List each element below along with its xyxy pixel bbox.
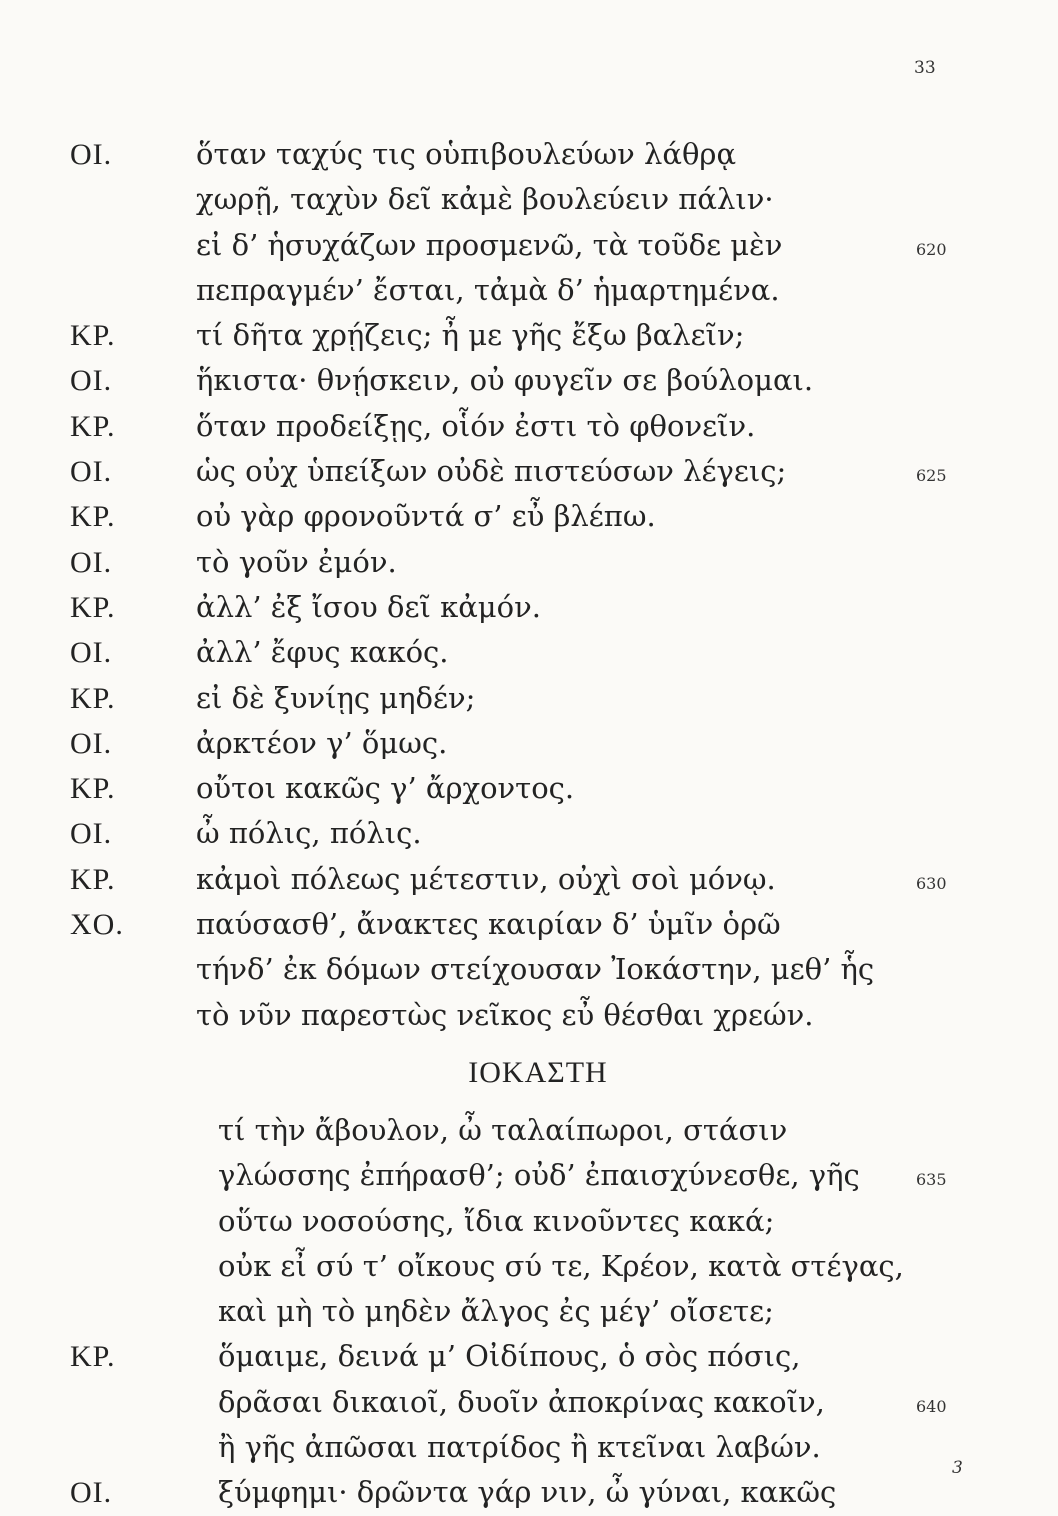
verse-line [0, 177, 1058, 222]
verse-line [0, 540, 1058, 585]
verse-line [0, 857, 1058, 902]
verse-line [0, 1425, 1058, 1470]
verse-line [0, 1108, 1058, 1153]
line-number: 625 [916, 466, 947, 486]
verse-text-line: οὐ γὰρ φρονοῦντά σ’ εὖ βλέπω. [196, 499, 656, 534]
verse-line [0, 223, 1058, 268]
verse-line [0, 585, 1058, 630]
verse-text-line: εἰ δὲ ξυνίῃς μηδέν; [196, 680, 476, 715]
verse-text-line: γλώσσης ἐπήρασθ’; οὐδ’ ἐπαισχύνεσθε, γῆς [218, 1158, 860, 1193]
verse-line [0, 494, 1058, 539]
verse-text-line: τί τὴν ἄβουλον, ὦ ταλαίπωροι, στάσιν [218, 1112, 788, 1147]
printer-signature: 3 [952, 1458, 963, 1478]
verse-text-line: κἀμοὶ πόλεως μέτεστιν, οὐχὶ σοὶ μόνῳ. [196, 861, 776, 896]
verse-text-line: εἰ δ’ ἡσυχάζων προσμενῶ, τὰ τοῦδε μὲν [196, 227, 783, 262]
line-number: 635 [916, 1170, 947, 1190]
verse-text-line: οὕτω νοσούσης, ἴδια κινοῦντες κακά; [218, 1203, 775, 1238]
verse-text-line: πεπραγμέν’ ἔσται, τἀμὰ δ’ ἡμαρτημένα. [196, 272, 780, 307]
verse-block-before-heading [0, 132, 1058, 1038]
verse-line [0, 268, 1058, 313]
verse-text [0, 132, 1058, 1516]
verse-text-line: ὦ πόλις, πόλις. [196, 816, 422, 851]
verse-line [0, 1289, 1058, 1334]
line-number: 630 [916, 873, 947, 893]
verse-line [0, 358, 1058, 403]
line-number: 640 [916, 1396, 947, 1416]
speaker-label: ΚΡ. [70, 590, 116, 624]
verse-text-line: τὸ νῦν παρεστὼς νεῖκος εὖ θέσθαι χρεών. [196, 997, 814, 1032]
verse-text-line: καὶ μὴ τὸ μηδὲν ἄλγος ἐς μέγ’ οἴσετε; [218, 1294, 774, 1329]
speaker-label: ΚΡ. [70, 409, 116, 443]
verse-line [0, 313, 1058, 358]
section-heading: ΙΟΚΑΣΤΗ [468, 1055, 608, 1089]
verse-line [0, 132, 1058, 177]
verse-text-line: οὔτοι κακῶς γ’ ἄρχοντος. [196, 771, 575, 806]
verse-text-line: ὡς οὐχ ὑπείξων οὐδὲ πιστεύσων λέγεις; [196, 454, 787, 489]
verse-block-after-heading [0, 1108, 1058, 1516]
verse-line [0, 449, 1058, 494]
verse-line [0, 676, 1058, 721]
speaker-label: ΧΟ. [70, 908, 124, 942]
verse-text-line: ἀλλ’ ἔφυς κακός. [196, 635, 449, 670]
verse-line [0, 947, 1058, 992]
verse-text-line: τήνδ’ ἐκ δόμων στείχουσαν Ἰοκάστην, μεθ’ ἧς [196, 952, 875, 987]
verse-line [0, 1199, 1058, 1244]
speaker-label: ΚΡ. [70, 319, 116, 353]
speaker-label: ΟΙ. [70, 455, 113, 489]
verse-text-line: τί δῆτα χρῄζεις; ἦ με γῆς ἔξω βαλεῖν; [196, 318, 745, 353]
verse-line [0, 1380, 1058, 1425]
verse-line [0, 404, 1058, 449]
speaker-label: ΚΡ. [70, 500, 116, 534]
verse-text-line: δρᾶσαι δικαιοῖ, δυοῖν ἀποκρίνας κακοῖν, [218, 1384, 825, 1419]
speaker-label: ΟΙ. [70, 1476, 113, 1510]
verse-line [0, 993, 1058, 1038]
verse-text-line: παύσασθ’, ἄνακτες καιρίαν δ’ ὑμῖν ὁρῶ [196, 907, 781, 942]
verse-line [0, 902, 1058, 947]
verse-line [0, 1334, 1058, 1379]
speaker-label: ΟΙ. [70, 726, 113, 760]
speaker-label: ΟΙ. [70, 138, 113, 171]
speaker-label: ΟΙ. [70, 817, 113, 851]
speaker-label: ΚΡ. [70, 772, 116, 806]
speaker-label: ΟΙ. [70, 636, 113, 670]
verse-text-line: ὅμαιμε, δεινά μ’ Οἰδίπους, ὁ σὸς πόσις, [218, 1339, 801, 1374]
verse-text-line: χωρῇ, ταχὺν δεῖ κἀμὲ βουλεύειν πάλιν· [196, 182, 774, 217]
speaker-label: ΚΡ. [70, 862, 116, 896]
verse-text-line: ἀλλ’ ἐξ ἴσου δεῖ κἀμόν. [196, 589, 541, 624]
verse-text-line: ὅταν ταχύς τις οὑπιβουλεύων λάθρᾳ [196, 137, 737, 171]
verse-line [0, 766, 1058, 811]
verse-line [0, 1470, 1058, 1515]
verse-text-line: ἥκιστα· θνῄσκειν, οὐ φυγεῖν σε βούλομαι. [196, 363, 814, 398]
speaker-label: ΚΡ. [70, 681, 116, 715]
verse-text-line: ξύμφημι· δρῶντα γάρ νιν, ὦ γύναι, κακῶς [218, 1475, 837, 1510]
speaker-label: ΟΙ. [70, 364, 113, 398]
verse-line [0, 1244, 1058, 1289]
verse-line [0, 1153, 1058, 1198]
line-number: 620 [916, 239, 947, 259]
verse-text-line: ὅταν προδείξῃς, οἷόν ἐστι τὸ φθονεῖν. [196, 408, 756, 443]
verse-text-line: ἢ γῆς ἀπῶσαι πατρίδος ἢ κτεῖναι λαβών. [218, 1430, 821, 1465]
verse-line [0, 721, 1058, 766]
verse-text-line: τὸ γοῦν ἐμόν. [196, 544, 397, 579]
speaker-label: ΟΙ. [70, 545, 113, 579]
page-number: 33 [914, 58, 936, 78]
verse-text-line: ἀρκτέον γ’ ὅμως. [196, 725, 448, 760]
verse-line [0, 630, 1058, 675]
verse-text-line: οὐκ εἶ σύ τ’ οἴκους σύ τε, Κρέον, κατὰ στέγας, [218, 1248, 904, 1283]
verse-line [0, 811, 1058, 856]
speaker-label: ΚΡ. [70, 1340, 116, 1374]
